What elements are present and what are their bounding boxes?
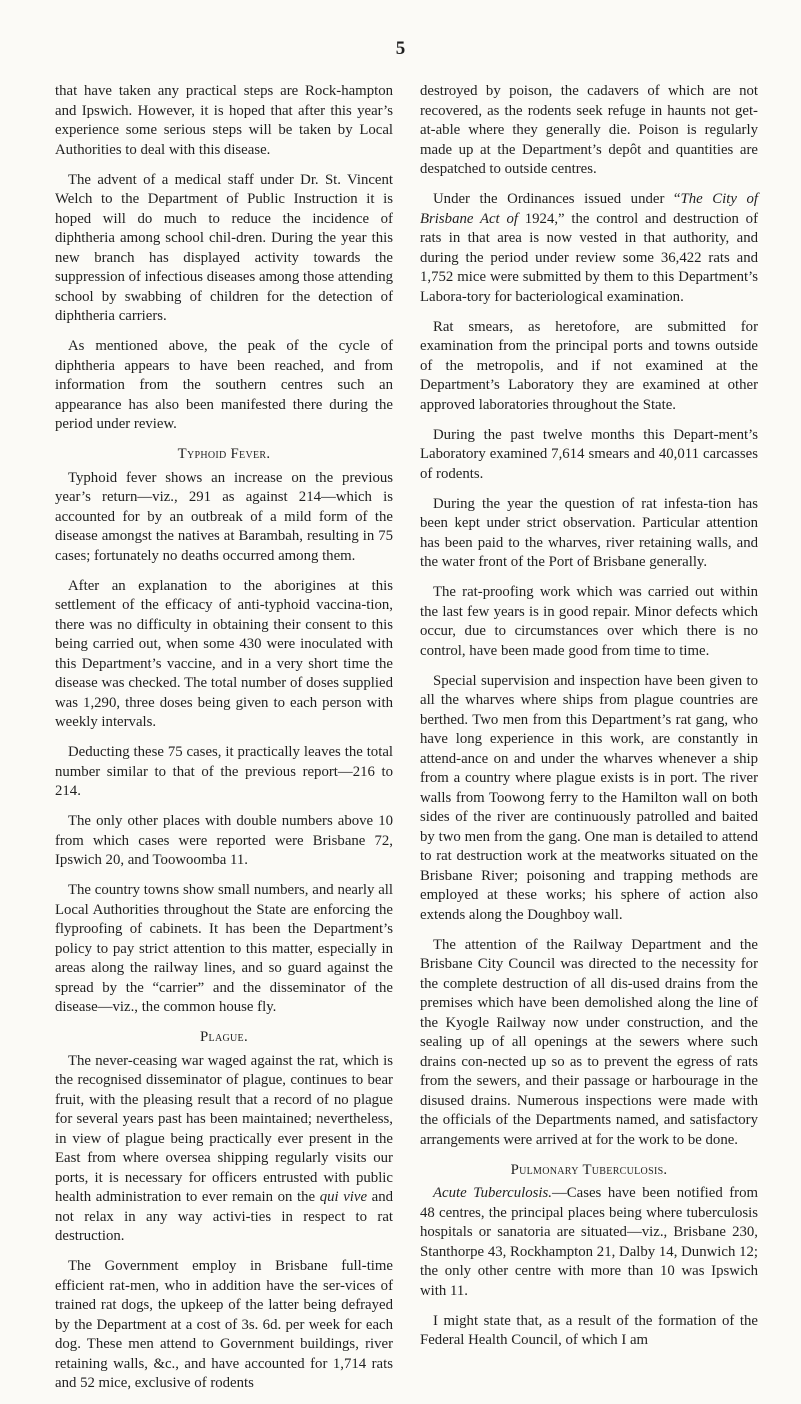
section-heading-typhoid-fever: Typhoid Fever. [177,446,271,462]
paragraph: The country towns show small numbers, and nearly all Local Authorities throughout the State are enforcing the flyproofing of cabinets. It has been the Department’s policy to pay strict attention to this matter, especially in areas along the railway lines, and so guard against the spread by the “carrier” and the disseminator of the disease—viz., the common house fly. [55,882,393,1015]
section-heading-pulmonary-tuberculosis: Pulmonary Tuberculosis. [510,1161,668,1178]
italic-phrase: The City of Brisbane Act of [420,191,759,227]
paragraph: The attention of the Railway Department and the Brisbane City Council was directed to the necessity for the complete destruction of all dis-used drains from the premises which have been demolished along the line of the Kyogle Railway now under construction, and the sealing up of all openings at the sewers where such drains con-nected up so as to prevent the egress of rats from the sewers, and their passage or harbourage in the disused drains. Numerous inspections were made with the officials of the Departments named, and satisfactory arrangements were arrived at for the work to be done. [420,936,758,1148]
paragraph: Typhoid fever shows an increase on the previous year’s return—viz., 291 as against 214—which is accounted for by an outbreak of a mild form of the disease amongst the natives at Barambah, resulting in 75 cases; fortunately no deaths occurred among them. [55,469,393,564]
paragraph: Deducting these 75 cases, it practically leaves the total number similar to that of the previous report—216 to 214. [55,744,393,799]
text-run: and not relax in any way activi-ties in respect to rat destruction. [55,1189,393,1244]
paragraph: The only other places with double numbers above 10 from which cases were reported were Brisbane 72, Ipswich 20, and Toowoomba 11. [55,813,393,868]
paragraph: The rat-proofing work which was carried out within the last few years is in good repair. Minor defects which occur, due to circumstances over which there is no control, have been made good from time to time. [420,584,758,659]
right-column [420,82,758,1361]
text-run: Under the Ordinances issued under “ [433,191,681,207]
paragraph [420,190,758,307]
paragraph: destroyed by poison, the cadavers of which are not recovered, as the rodents seek refuge in haunts not get-at-able where they generally die. Poison is regularly made up at the Department’s depôt and quantities are despatched to outside centres. [420,83,758,177]
paragraph: After an explanation to the aborigines at this settlement of the efficacy of anti-typhoid vaccina-tion, there was no difficulty in obtaining their consent to this being carried out, when some 430 were inoculated with this Department’s vaccine, and in a very short time the disease was checked. The total number of doses supplied was 1,290, three doses being given to each person with weekly intervals. [55,577,393,730]
paragraph [55,1052,393,1247]
text-run: The never-ceasing war waged against the rat, which is the recognised disseminator of plague, continues to bear fruit, with the pleasing result that a record of no plague for several years past has been maintained; nevertheless, in view of plague being practically ever present in the East from where oversea shipping regularly visits our ports, it is necessary for officers entrusted with public health administration to ever remain on the [55,1052,393,1205]
text-run: —Cases have been notified from 48 centres, the principal places being where tuberculosis hospitals or sanatoria are situated—viz., Brisbane 230, Stanthorpe 43, Rockhampton 21, Dalby 14, Dunwich 12; the only other centre with more than 10 was Ipswich with 11. [420,1185,758,1299]
paragraph: During the past twelve months this Depart-ment’s Laboratory examined 7,614 smears and 40,011 carcasses of rodents. [420,426,758,482]
section-heading-plague: Plague. [200,1029,248,1045]
italic-phrase: Acute Tuberculosis. [433,1185,552,1201]
italic-phrase: qui vive [319,1189,368,1205]
page-number: 5 [395,38,406,59]
paragraph: The Government employ in Brisbane full-time efficient rat-men, who in addition have the ser-vices of trained rat dogs, the upkeep of the latter being defrayed by the Department at a cost of 3s. 6d. per week for each dog. These men attend to Government buildings, river retaining walls, &c., and have accounted for 1,714 rats and 52 mice, exclusive of rodents [55,1258,393,1391]
paragraph: Rat smears, as heretofore, are submitted for examination from the principal ports and towns outside of the metropolis, and if not examined at the Department’s Laboratory they are examined at other approved laboratories throughout the State. [420,318,758,413]
paragraph: During the year the question of rat infesta-tion has been kept under strict observation. Particular attention has been paid to the wharves, river retaining walls, and the water front of the Port of Brisbane generally. [420,495,758,570]
paragraph: I might state that, as a result of the formation of the Federal Health Council, of which I am [420,1312,758,1348]
paragraph: Special supervision and inspection have been given to all the wharves where ships from plague countries are berthed. Two men from this Department’s rat gang, who have long experience in this work, are constantly in attend-ance on and under the wharves whenever a ship from a country where plague exists is in port. The river walls from Toowong ferry to the Hamilton wall on both sides of the river are continuously patrolled and baited by two men from the gang. One man is detailed to attend to rat destruction work at the meatworks situated on the Brisbane River; poisoning and trapping methods are employed at these works; his sphere of action also extends along the Doughboy wall. [420,672,758,923]
text-run: 1924,” the control and destruction of rats in that area is now vested in that authority, and during the period under review some 36,422 rats and 1,752 mice were submitted by them to this Department’s Labora-tory for bacteriological examination. [420,210,758,305]
paragraph: The advent of a medical staff under Dr. St. Vincent Welch to the Department of Public Instruction it is hoped will do much to reduce the incidence of diphtheria among school chil-dren. During the year this new branch has displayed activity towards the suppression of infectious diseases among those attending school by swabbing of children for the detection of diphtheria carriers. [55,171,393,324]
left-column [55,82,393,1404]
paragraph: As mentioned above, the peak of the cycle of diphtheria appears to have been reached, and from information from the southern centres such an appearance has also been manifested there during the period under review. [55,338,393,432]
paragraph [420,1184,758,1301]
paragraph: that have taken any practical steps are Rock-hampton and Ipswich. However, it is hoped that after this year’s experience some serious steps will be taken by Local Authorities to deal with this disease. [55,83,393,158]
